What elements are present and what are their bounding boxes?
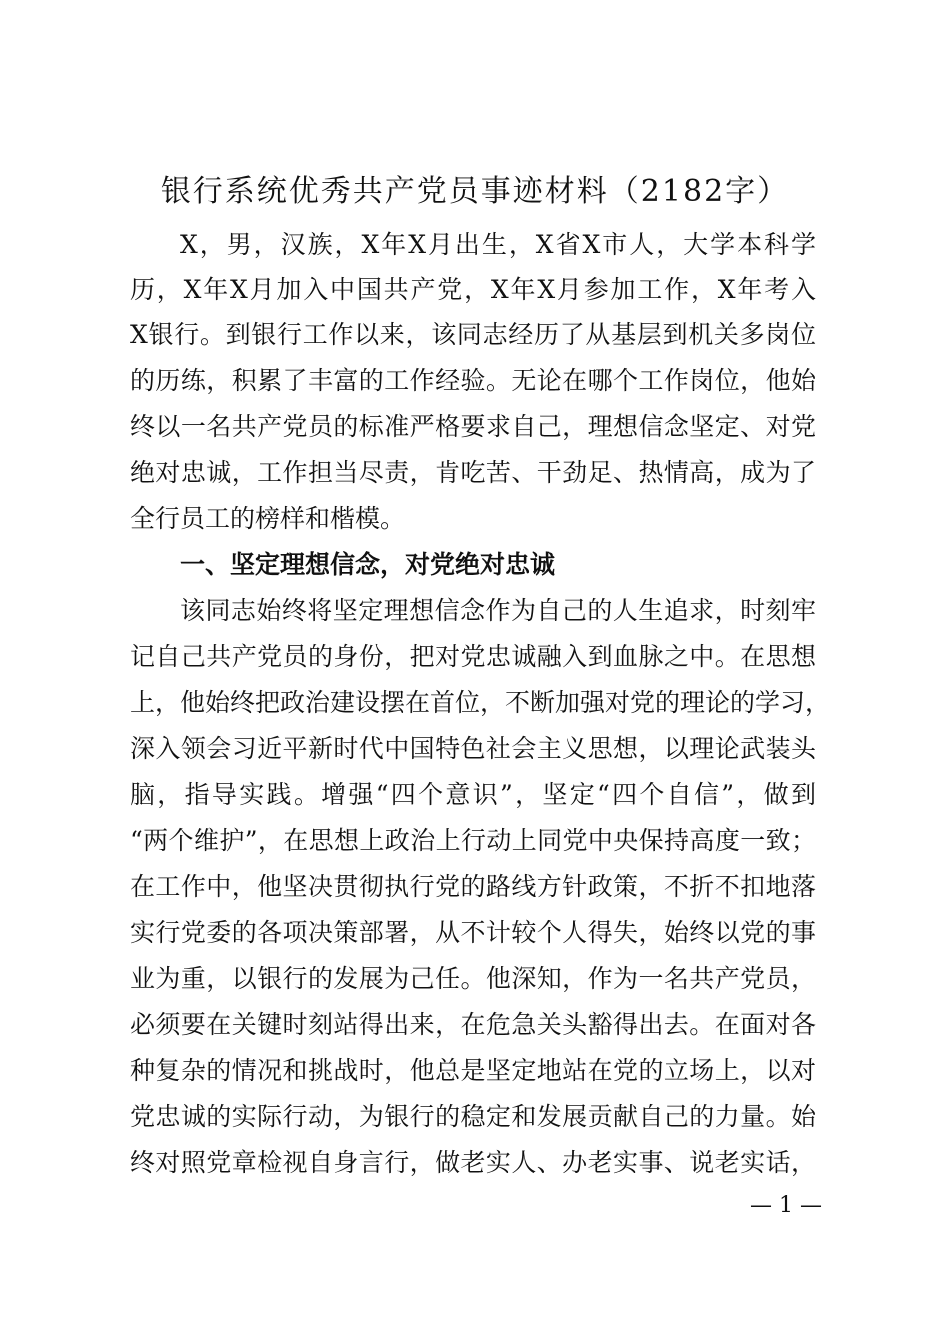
section-line-7: 在工作中，他坚决贯彻执行党的路线方针政策，不折不扣地落 bbox=[130, 872, 816, 901]
intro-line-2: 历，X年X月加入中国共产党，X年X月参加工作，X年考入 bbox=[130, 275, 816, 304]
section-line-4: 深入领会习近平新时代中国特色社会主义思想，以理论武装头 bbox=[130, 734, 816, 763]
intro-line-6: 绝对忠诚，工作担当尽责，肯吃苦、干劲足、热情高，成为了 bbox=[130, 458, 816, 487]
section-line-12: 党忠诚的实际行动，为银行的稳定和发展贡献自己的力量。始 bbox=[130, 1102, 816, 1131]
document-title: 银行系统优秀共产党员事迹材料（2182字） bbox=[160, 174, 790, 209]
section-line-1: 该同志始终将坚定理想信念作为自己的人生追求，时刻牢 bbox=[180, 596, 816, 625]
intro-line-3: X银行。到银行工作以来，该同志经历了从基层到机关多岗位 bbox=[130, 320, 816, 349]
intro-line-5: 终以一名共产党员的标准严格要求自己，理想信念坚定、对党 bbox=[130, 412, 816, 441]
section-line-9: 业为重，以银行的发展为己任。他深知，作为一名共产党员， bbox=[130, 964, 816, 993]
section-heading: 一、坚定理想信念，对党绝对忠诚 bbox=[180, 550, 556, 579]
section-line-8: 实行党委的各项决策部署，从不计较个人得失，始终以党的事 bbox=[130, 918, 816, 947]
page-number: — 1 — bbox=[750, 1193, 822, 1218]
section-line-10: 必须要在关键时刻站得出来，在危急关头豁得出去。在面对各 bbox=[130, 1010, 816, 1039]
section-line-2: 记自己共产党员的身份，把对党忠诚融入到血脉之中。在思想 bbox=[130, 642, 816, 671]
section-line-11: 种复杂的情况和挑战时，他总是坚定地站在党的立场上，以对 bbox=[130, 1056, 816, 1085]
section-line-6: “两个维护”，在思想上政治上行动上同党中央保持高度一致； bbox=[130, 826, 816, 855]
section-line-5: 脑，指导实践。增强“四个意识”，坚定“四个自信”，做到 bbox=[130, 780, 816, 809]
section-line-13: 终对照党章检视自身言行，做老实人、办老实事、说老实话， bbox=[130, 1148, 816, 1177]
section-line-3: 上，他始终把政治建设摆在首位，不断加强对党的理论的学习， bbox=[130, 688, 831, 717]
intro-line-7: 全行员工的榜样和楷模。 bbox=[130, 504, 406, 533]
intro-line-1: X，男，汉族，X年X月出生，X省X市人，大学本科学 bbox=[180, 230, 816, 259]
intro-line-4: 的历练，积累了丰富的工作经验。无论在哪个工作岗位，他始 bbox=[130, 366, 816, 395]
